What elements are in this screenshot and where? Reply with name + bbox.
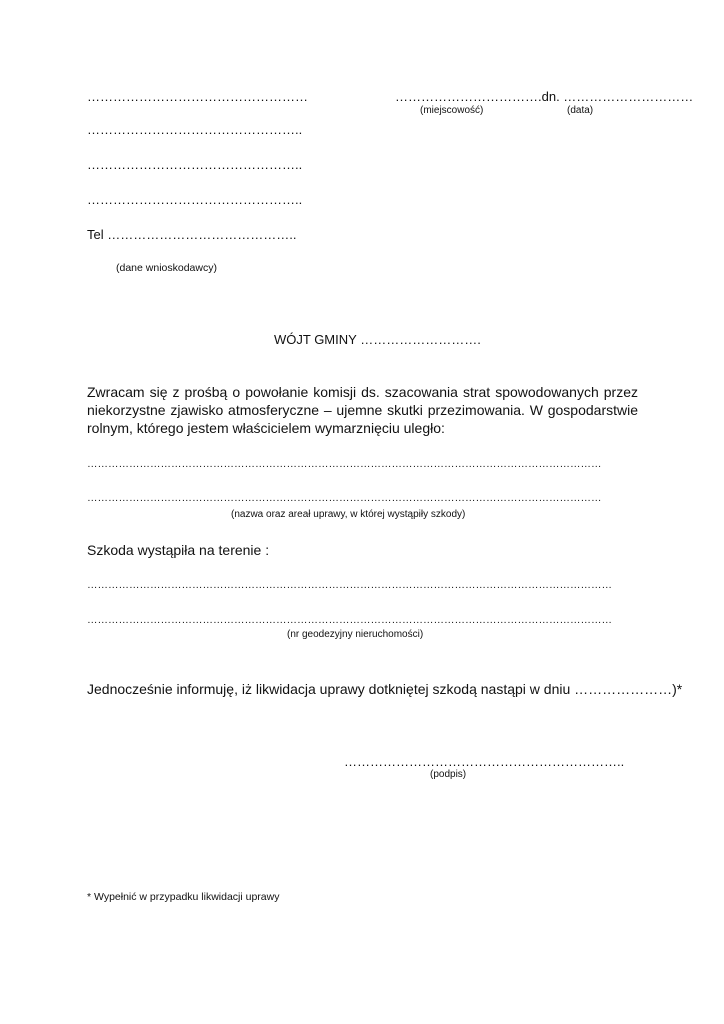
- footnote: * Wypełnić w przypadku likwidacji uprawy: [87, 891, 280, 903]
- crop-caption: (nazwa oraz areał uprawy, w której wystąpiły szkody): [231, 509, 466, 520]
- applicant-line-1: ……………………………………………: [87, 89, 308, 104]
- area-heading: Szkoda wystąpiła na terenie :: [87, 542, 270, 558]
- applicant-caption: (dane wnioskodawcy): [116, 262, 217, 274]
- crop-line-1: …………………………………………………………………………………………………………………………………: [87, 458, 602, 470]
- tel-line: Tel ……………………………………..: [87, 227, 297, 242]
- crop-line-2: …………………………………………………………………………………………………………………………………: [87, 492, 602, 504]
- place-caption: (miejscowość): [420, 105, 484, 116]
- area-line-2: ……………………………………………………………………………………………………………………………………: [87, 614, 612, 626]
- addressee: WÓJT GMINY ……………………….: [274, 332, 481, 347]
- signature-line: ………………………………………………………..: [344, 754, 625, 769]
- area-caption: (nr geodezyjny nieruchomości): [287, 629, 424, 640]
- liquidation-text: Jednocześnie informuję, iż likwidacja uprawy dotkniętej szkodą nastąpi w dniu …………………)*: [87, 681, 683, 697]
- request-paragraph: Zwracam się z prośbą o powołanie komisji ds. szacowania strat spowodowanych przez niekorzystne zjawisko atmosferyczne – ujemne skutki przezimowania. W gospodarstwie rolnym, którego jestem właścicielem wymarznięciu uległo:: [87, 384, 638, 436]
- applicant-line-4: …………………………………………..: [87, 192, 303, 207]
- date-caption: (data): [567, 105, 594, 116]
- signature-caption: (podpis): [430, 769, 467, 780]
- applicant-line-3: …………………………………………..: [87, 157, 303, 172]
- area-line-1: ……………………………………………………………………………………………………………………………………: [87, 579, 612, 591]
- applicant-line-2: …………………………………………..: [87, 122, 303, 137]
- place-date-line: …………………………….dn. …………………………: [395, 89, 694, 104]
